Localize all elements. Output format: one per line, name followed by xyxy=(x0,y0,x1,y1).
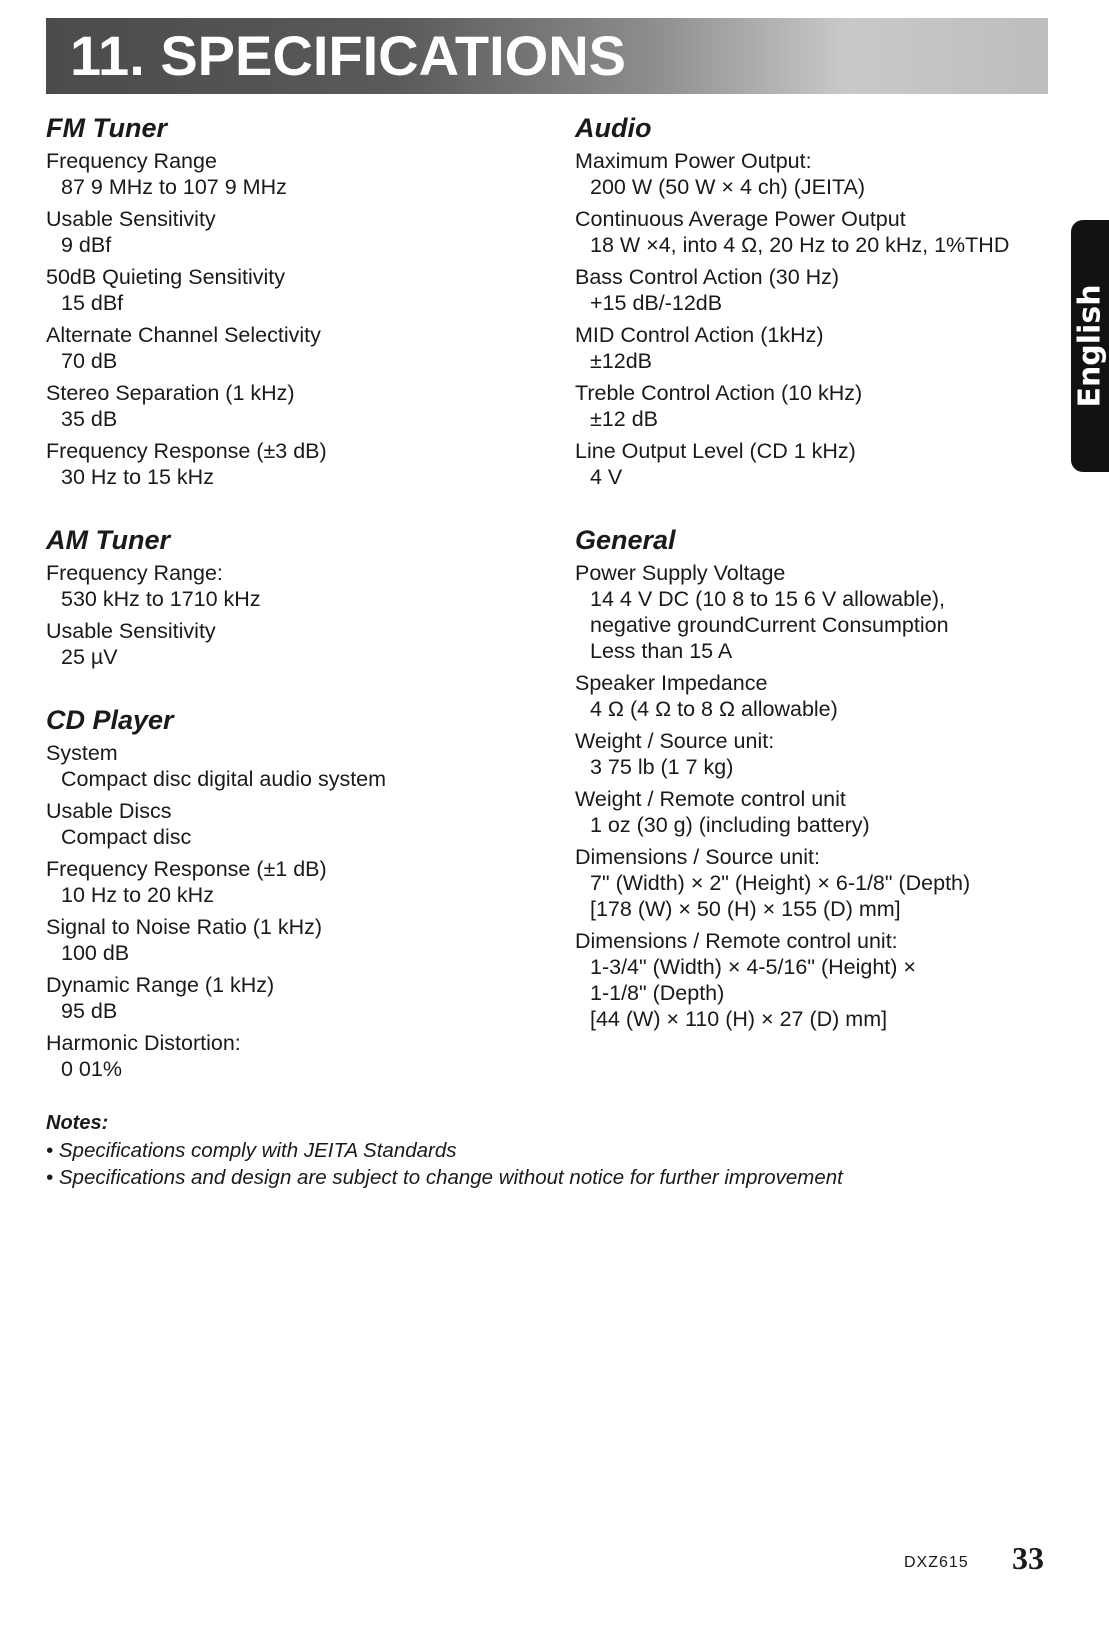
notes-title: Notes: xyxy=(46,1112,109,1134)
right-column xyxy=(575,108,1065,1062)
spec-item xyxy=(575,728,1065,780)
spec-value: Compact disc digital audio system xyxy=(61,767,387,791)
spec-item xyxy=(575,670,1065,722)
spec-value: 200 W (50 W × 4 ch) (JEITA) xyxy=(590,175,865,199)
spec-value: 15 dBf xyxy=(61,291,124,315)
spec-label: Speaker Impedance xyxy=(575,671,768,695)
spec-item xyxy=(575,786,1065,838)
spec-item xyxy=(46,560,546,612)
spec-value: 14 4 V DC (10 8 to 15 6 V allowable), xyxy=(590,587,945,611)
spec-item xyxy=(575,322,1065,374)
spec-value: 25 µV xyxy=(61,645,118,669)
spec-label: Frequency Response (±3 dB) xyxy=(46,439,327,463)
spec-label: Weight / Remote control unit xyxy=(575,787,846,811)
spec-item xyxy=(575,380,1065,432)
notes-block xyxy=(46,1110,946,1191)
spec-label: Maximum Power Output: xyxy=(575,149,812,173)
spec-value: Compact disc xyxy=(61,825,192,849)
spec-value: 4 V xyxy=(590,465,623,489)
section-cd-player xyxy=(46,700,546,1082)
spec-item xyxy=(46,322,546,374)
spec-value: 18 W ×4, into 4 Ω, 20 Hz to 20 kHz, 1%THD xyxy=(590,233,1010,257)
spec-value: 9 dBf xyxy=(61,233,112,257)
spec-item xyxy=(46,264,546,316)
spec-value: ±12dB xyxy=(590,349,653,373)
spec-value: 100 dB xyxy=(61,941,130,965)
spec-value: ±12 dB xyxy=(590,407,658,431)
spec-item xyxy=(46,856,546,908)
spec-label: System xyxy=(46,741,118,765)
spec-value: 87 9 MHz to 107 9 MHz xyxy=(61,175,287,199)
spec-item xyxy=(575,264,1065,316)
spec-item xyxy=(575,148,1065,200)
spec-item xyxy=(46,438,546,490)
spec-label: Usable Sensitivity xyxy=(46,207,216,231)
spec-label: Dynamic Range (1 kHz) xyxy=(46,973,275,997)
spec-value: 1-3/4" (Width) × 4-5/16" (Height) × xyxy=(590,955,916,979)
spec-label: Alternate Channel Selectivity xyxy=(46,323,321,347)
spec-item xyxy=(46,798,546,850)
spec-item xyxy=(575,844,1065,922)
spec-value: 7" (Width) × 2" (Height) × 6-1/8" (Depth) xyxy=(590,871,971,895)
spec-value: 530 kHz to 1710 kHz xyxy=(61,587,261,611)
spec-label: Signal to Noise Ratio (1 kHz) xyxy=(46,915,323,939)
spec-item xyxy=(46,914,546,966)
note-item: • Specifications comply with JEITA Standards xyxy=(46,1139,457,1162)
section-title: CD Player xyxy=(46,705,174,735)
model-number: DXZ615 xyxy=(904,1554,969,1571)
spec-value: 10 Hz to 20 kHz xyxy=(61,883,214,907)
spec-item xyxy=(575,928,1065,1032)
spec-value: 35 dB xyxy=(61,407,118,431)
spec-label: Bass Control Action (30 Hz) xyxy=(575,265,840,289)
section-fm-tuner xyxy=(46,108,546,490)
spec-item xyxy=(46,380,546,432)
spec-item xyxy=(575,560,1065,664)
spec-label: Harmonic Distortion: xyxy=(46,1031,241,1055)
note-item: • Specifications and design are subject to change without notice for further improvement xyxy=(46,1166,843,1189)
title-banner xyxy=(46,18,1048,94)
section-title: General xyxy=(575,525,676,555)
page-title: 11. SPECIFICATIONS xyxy=(70,24,626,87)
spec-label: Stereo Separation (1 kHz) xyxy=(46,381,295,405)
spec-value: 1-1/8" (Depth) xyxy=(590,981,725,1005)
spec-value: 95 dB xyxy=(61,999,118,1023)
spec-value: 70 dB xyxy=(61,349,118,373)
section-title: AM Tuner xyxy=(46,525,171,555)
spec-label: Usable Discs xyxy=(46,799,172,823)
spec-item xyxy=(46,148,546,200)
spec-label: Treble Control Action (10 kHz) xyxy=(575,381,863,405)
spec-label: Frequency Response (±1 dB) xyxy=(46,857,327,881)
spec-label: Frequency Range xyxy=(46,149,217,173)
spec-value: Less than 15 A xyxy=(590,639,733,663)
section-title: FM Tuner xyxy=(46,113,167,143)
page-number: 33 xyxy=(1012,1540,1044,1576)
spec-label: Frequency Range: xyxy=(46,561,223,585)
left-column xyxy=(46,108,546,1112)
spec-label: MID Control Action (1kHz) xyxy=(575,323,824,347)
spec-label: Line Output Level (CD 1 kHz) xyxy=(575,439,856,463)
spec-value: [44 (W) × 110 (H) × 27 (D) mm] xyxy=(590,1007,888,1031)
spec-label: Power Supply Voltage xyxy=(575,561,786,585)
section-audio xyxy=(575,108,1065,490)
spec-item xyxy=(46,1030,546,1082)
spec-label: Weight / Source unit: xyxy=(575,729,775,753)
spec-value: +15 dB/-12dB xyxy=(590,291,723,315)
spec-label: Dimensions / Remote control unit: xyxy=(575,929,898,953)
spec-item xyxy=(575,206,1065,258)
spec-label: Continuous Average Power Output xyxy=(575,207,906,231)
language-tab-label: English xyxy=(1072,284,1108,408)
spec-value: 0 01% xyxy=(61,1057,122,1081)
spec-value: [178 (W) × 50 (H) × 155 (D) mm] xyxy=(590,897,901,921)
spec-item xyxy=(575,438,1065,490)
spec-item xyxy=(46,972,546,1024)
spec-item xyxy=(46,740,546,792)
spec-value: 30 Hz to 15 kHz xyxy=(61,465,214,489)
spec-value: 3 75 lb (1 7 kg) xyxy=(590,755,734,779)
section-general xyxy=(575,520,1065,1032)
section-title: Audio xyxy=(575,113,652,143)
language-tab xyxy=(1071,220,1109,472)
spec-value: 4 Ω (4 Ω to 8 Ω allowable) xyxy=(590,697,838,721)
spec-item xyxy=(46,206,546,258)
spec-value: 1 oz (30 g) (including battery) xyxy=(590,813,870,837)
spec-label: 50dB Quieting Sensitivity xyxy=(46,265,286,289)
spec-value: negative groundCurrent Consumption xyxy=(590,613,949,637)
spec-label: Usable Sensitivity xyxy=(46,619,216,643)
spec-label: Dimensions / Source unit: xyxy=(575,845,820,869)
section-am-tuner xyxy=(46,520,546,670)
spec-item xyxy=(46,618,546,670)
